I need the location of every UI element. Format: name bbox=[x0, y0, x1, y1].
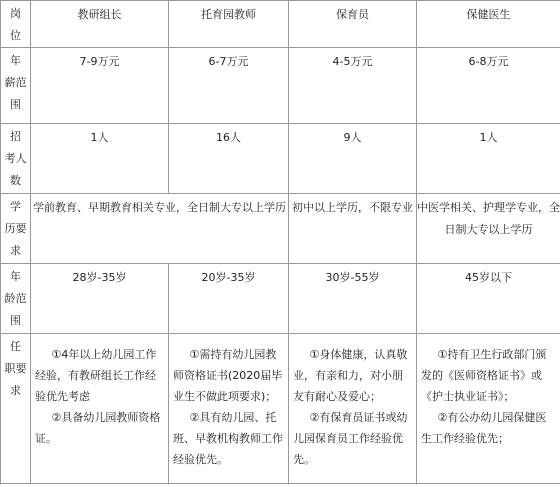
requirements-cell bbox=[417, 334, 560, 484]
col-header-health-doctor: 保健医生 bbox=[417, 1, 560, 48]
label-char: 求 bbox=[10, 384, 21, 397]
row-label-headcount bbox=[1, 124, 31, 194]
salary-cell: 7-9万元 bbox=[31, 48, 169, 124]
requirements-cell bbox=[31, 334, 169, 484]
col-header-caregiver: 保育员 bbox=[289, 1, 417, 48]
salary-cell: 6-8万元 bbox=[417, 48, 560, 124]
requirement-item: ②具有幼儿园、托班、早教机构教师工作经验优先。 bbox=[173, 411, 283, 466]
row-label-age bbox=[1, 264, 31, 334]
col-header-research-leader: 教研组长 bbox=[31, 1, 169, 48]
education-cell-doctor bbox=[417, 194, 560, 264]
label-char: 数 bbox=[10, 174, 21, 187]
label-char: 历要 bbox=[4, 222, 27, 235]
requirement-item: ②有公办幼儿园保健医生工作经验优先； bbox=[421, 411, 547, 445]
headcount-cell: 1人 bbox=[31, 124, 169, 194]
label-char: 年 bbox=[10, 270, 21, 283]
age-cell: 45岁以下 bbox=[417, 264, 560, 334]
label-char: 薪范 bbox=[4, 76, 27, 89]
header-row bbox=[1, 1, 560, 48]
requirement-item: ②有保育员证书或幼儿园保育员工作经验优先。 bbox=[293, 411, 408, 466]
row-label-salary bbox=[1, 48, 31, 124]
col-header-nursery-teacher: 托育园教师 bbox=[169, 1, 289, 48]
label-char: 求 bbox=[10, 244, 21, 257]
requirement-item: ①需持有幼儿园教师资格证书(2020届毕业生不做此项要求)； bbox=[173, 348, 283, 403]
row-label-education bbox=[1, 194, 31, 264]
education-row bbox=[1, 194, 560, 264]
label-char: 职要 bbox=[4, 362, 27, 375]
label-char: 学 bbox=[10, 200, 21, 213]
label-char: 围 bbox=[10, 98, 21, 111]
headcount-cell: 9人 bbox=[289, 124, 417, 194]
salary-cell: 6-7万元 bbox=[169, 48, 289, 124]
education-cell-caregiver: 初中以上学历，不限专业 bbox=[289, 194, 417, 264]
education-line: 日制大专以上学历 bbox=[444, 223, 533, 236]
headcount-cell: 16人 bbox=[169, 124, 289, 194]
requirement-item: ①身体健康，认真敬业，有亲和力，对小朋友有耐心及爱心； bbox=[293, 348, 408, 403]
label-char: 考人 bbox=[4, 152, 27, 165]
label-char: 岗 bbox=[10, 7, 21, 20]
label-char: 围 bbox=[10, 314, 21, 327]
requirement-item: ①持有卫生行政部门颁发的《医师资格证书》或《护士执业证书》； bbox=[421, 348, 547, 403]
education-cell-teachers: 学前教育、早期教育相关专业，全日制大专以上学历 bbox=[31, 194, 289, 264]
age-cell: 30岁-55岁 bbox=[289, 264, 417, 334]
row-label-position bbox=[1, 1, 31, 48]
education-line: 中医学相关、护理学专业，全 bbox=[417, 201, 560, 214]
age-cell: 20岁-35岁 bbox=[169, 264, 289, 334]
requirements-cell bbox=[289, 334, 417, 484]
headcount-row bbox=[1, 124, 560, 194]
headcount-cell: 1人 bbox=[417, 124, 560, 194]
salary-cell: 4-5万元 bbox=[289, 48, 417, 124]
salary-row bbox=[1, 48, 560, 124]
requirement-item: ①4年以上幼儿园工作经验，有教研组长工作经验优先考虑 bbox=[35, 348, 157, 403]
label-char: 招 bbox=[10, 130, 21, 143]
requirements-row bbox=[1, 334, 560, 484]
requirement-item: ②具备幼儿园教师资格证。 bbox=[35, 411, 161, 445]
age-cell: 28岁-35岁 bbox=[31, 264, 169, 334]
label-char: 年 bbox=[10, 54, 21, 67]
label-char: 任 bbox=[10, 340, 21, 353]
requirements-cell bbox=[169, 334, 289, 484]
label-char: 位 bbox=[10, 29, 21, 42]
label-char: 龄范 bbox=[4, 292, 27, 305]
row-label-requirements bbox=[1, 334, 31, 484]
age-row bbox=[1, 264, 560, 334]
